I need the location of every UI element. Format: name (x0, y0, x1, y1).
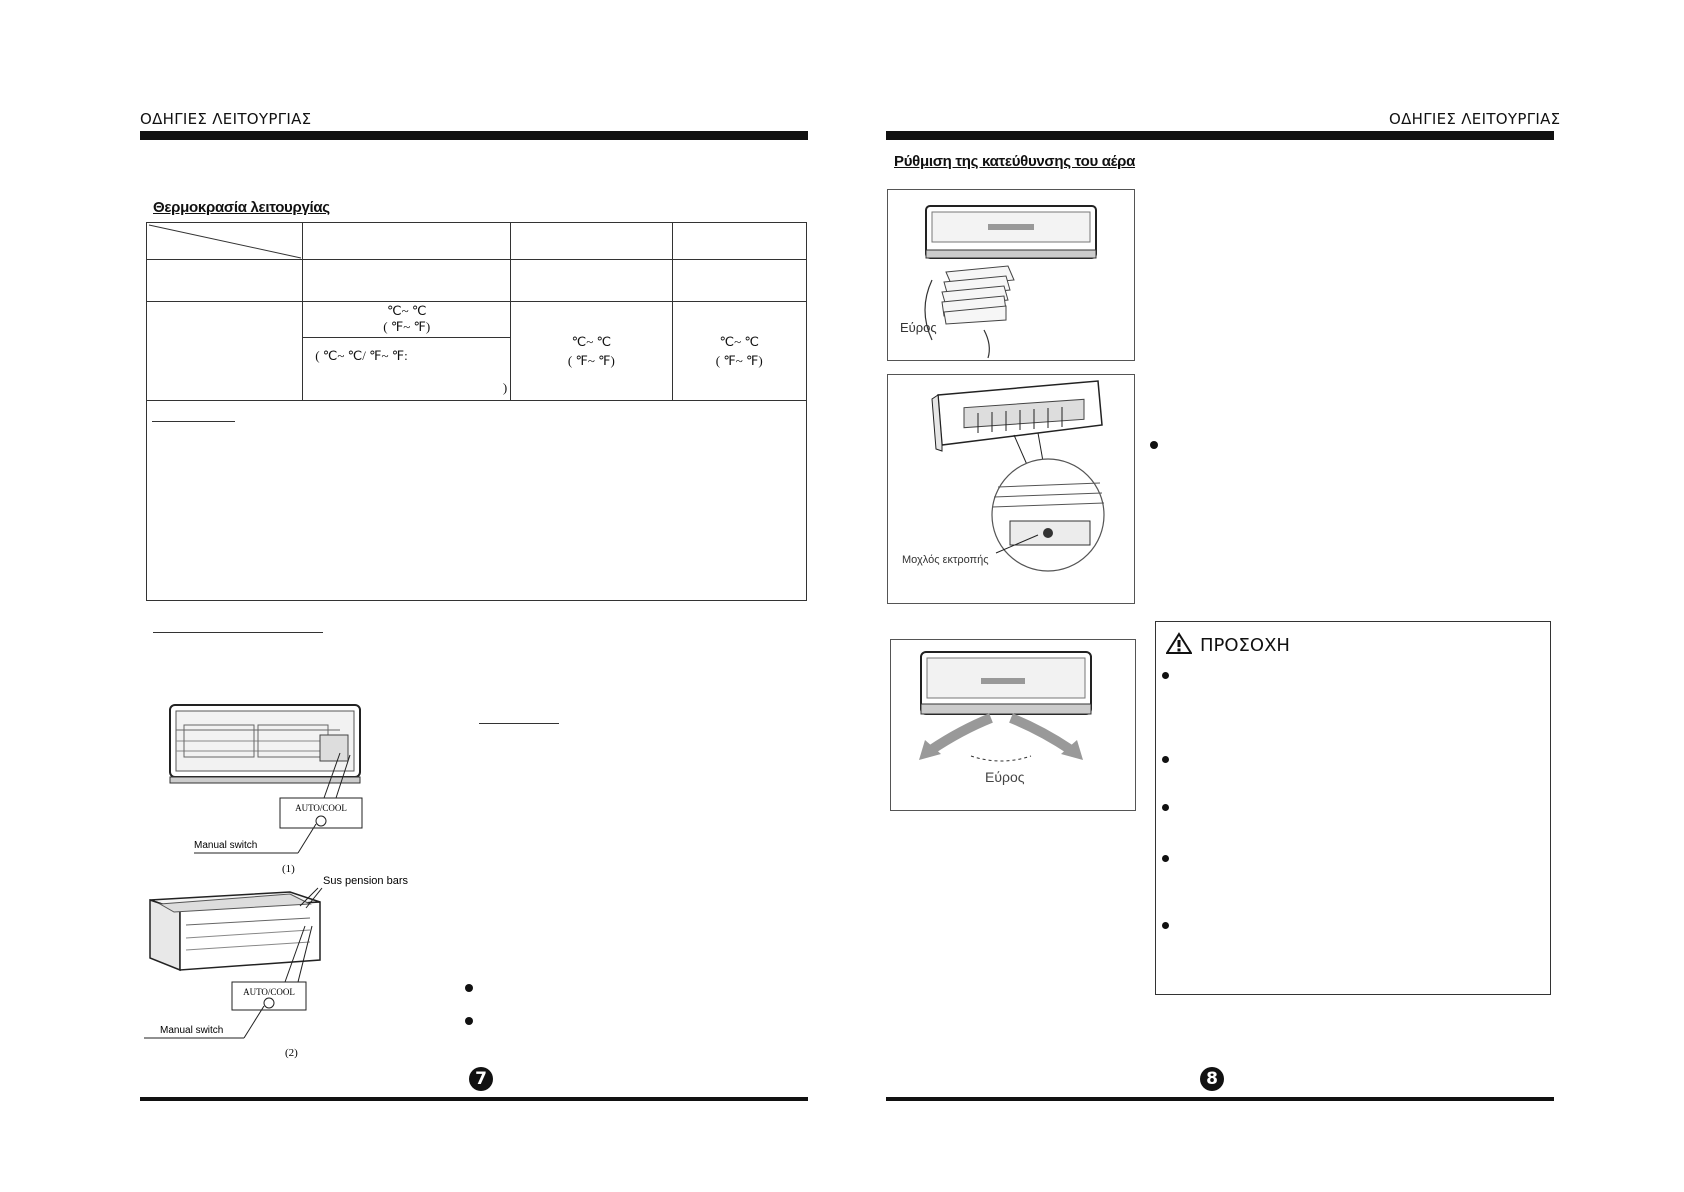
table-corner-cell (147, 223, 303, 260)
left-header-rule (140, 131, 808, 140)
vertical-flow-diagram (888, 190, 1134, 360)
bullet (1162, 672, 1169, 679)
right-header-rule (886, 131, 1554, 140)
temp-range-line: ℃~ ℃ (719, 334, 759, 349)
page-number-7: 7 (469, 1067, 493, 1091)
range-label: Εύρος (985, 769, 1025, 785)
table-cell (511, 302, 672, 401)
bullet (1150, 441, 1158, 449)
range-label: Εύρος (900, 320, 937, 335)
auto-cool-label: AUTO/COOL (243, 987, 295, 997)
temp-range-line: ( ℉~ ℉) (383, 319, 431, 334)
horizontal-flow-figure (890, 639, 1136, 811)
manual-switch-label: Manual switch (194, 840, 258, 851)
deflector-lever-label: Μοχλός εκτροπής (902, 554, 989, 566)
operating-temperature-title: Θερμοκρασία λειτουργίας (153, 199, 330, 216)
temp-range-line: ) (502, 380, 508, 395)
table-cell-split (303, 302, 511, 401)
left-header: ΟΔΗΓΙΕΣ ΛΕΙΤΟΥΡΓΙΑΣ (140, 110, 312, 128)
bullet (1162, 756, 1169, 763)
table-header-cell (303, 223, 511, 260)
diagonal-line (147, 223, 303, 260)
table-cell (672, 260, 806, 302)
table-header-cell (672, 223, 806, 260)
deflector-lever-figure (887, 374, 1135, 604)
warning-icon (1166, 632, 1192, 654)
temp-range-line: ℃~ ℃ (386, 303, 427, 318)
subsection-underline (479, 723, 559, 724)
vertical-flow-figure (887, 189, 1135, 361)
right-header: ΟΔΗΓΙΕΣ ΛΕΙΤΟΥΡΓΙΑΣ (1389, 110, 1561, 128)
table-cell (511, 260, 672, 302)
manual-switch-figure-2 (140, 870, 440, 1060)
manual-switch-figure-1 (140, 695, 440, 875)
table-cell (147, 260, 303, 302)
note-cell (147, 401, 807, 601)
note-underline (152, 421, 235, 422)
subsection-underline (153, 632, 323, 633)
table-cell (672, 302, 806, 401)
bullet (1162, 855, 1169, 862)
figure-number: (1) (282, 863, 295, 875)
temp-range-line: ℃~ ℃ (571, 334, 612, 349)
caution-box (1155, 621, 1551, 995)
bullet (465, 984, 473, 992)
page-number-8: 8 (1200, 1067, 1224, 1091)
table-header-cell (511, 223, 672, 260)
left-footer-rule (140, 1097, 808, 1101)
table-cell (303, 260, 511, 302)
temp-range-line: ( ℉~ ℉) (715, 353, 763, 368)
bullet (1162, 804, 1169, 811)
horizontal-flow-diagram (891, 640, 1135, 810)
air-direction-title: Ρύθμιση της κατεύθυνσης του αέρα (894, 153, 1136, 170)
bullet (465, 1017, 473, 1025)
auto-cool-label: AUTO/COOL (295, 803, 347, 813)
temp-range-line: ( ℃~ ℃/ ℉~ ℉: (315, 348, 408, 363)
manual-switch-label: Manual switch (160, 1025, 224, 1036)
deflector-lever-diagram (888, 375, 1134, 603)
temp-range-line: ( ℉~ ℉) (567, 353, 615, 368)
table-cell (147, 302, 303, 401)
figure-number: (2) (285, 1047, 298, 1059)
right-footer-rule (886, 1097, 1554, 1101)
suspension-bars-label: Sus pension bars (323, 875, 408, 887)
bullet (1162, 922, 1169, 929)
caution-title: ΠΡΟΣΟΧΗ (1200, 635, 1290, 656)
operating-temperature-table (146, 222, 807, 601)
